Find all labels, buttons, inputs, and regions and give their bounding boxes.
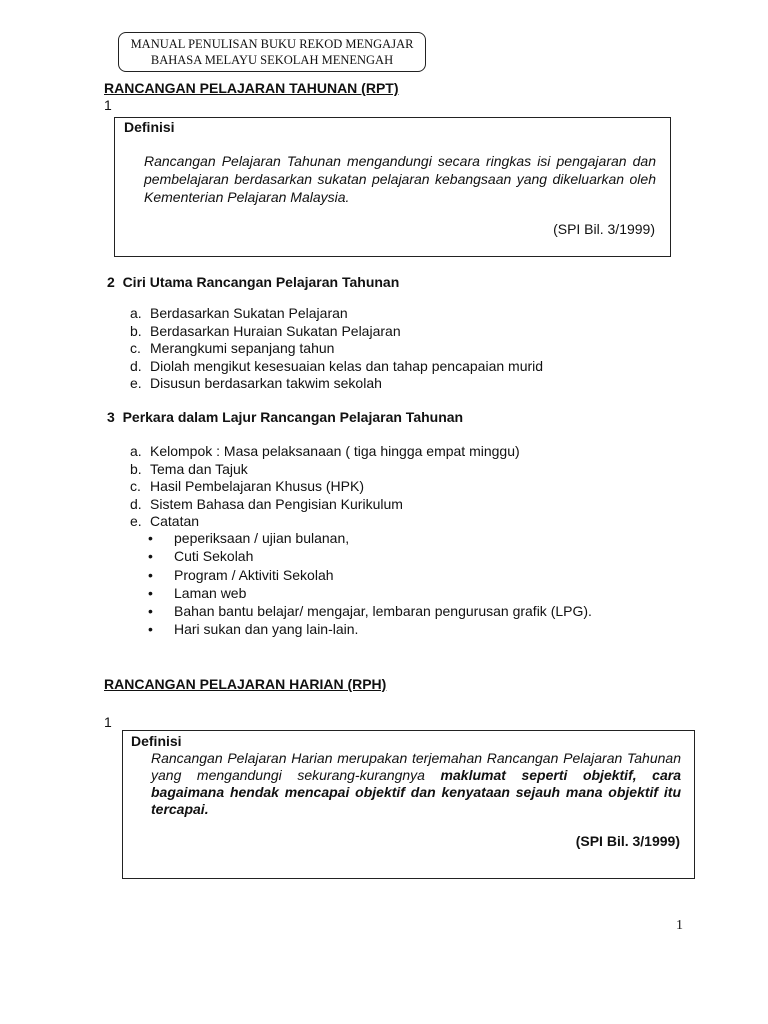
bullet-icon: •	[148, 530, 153, 546]
rph-definition-text	[151, 750, 681, 818]
bullet-text: Cuti Sekolah	[174, 548, 254, 565]
bullet-text: Bahan bantu belajar/ mengajar, lembaran pengurusan grafik (LPG).	[174, 603, 592, 620]
rpt-heading: RANCANGAN PELAJARAN TAHUNAN (RPT)	[104, 80, 399, 96]
list-text: Diolah mengikut kesesuaian kelas dan tahap pencapaian murid	[150, 357, 544, 374]
list-item	[130, 513, 650, 531]
rph-definition-title: Definisi	[131, 733, 182, 749]
list-text: Merangkumi sepanjang tahun	[150, 340, 335, 356]
header-line-1: MANUAL PENULISAN BUKU REKOD MENGAJAR	[130, 37, 414, 51]
list-marker: d.	[130, 357, 142, 374]
rpt-definition-title: Definisi	[124, 119, 175, 135]
list-marker: b.	[130, 460, 142, 477]
rph-definition-box	[122, 730, 695, 879]
rph-number: 1	[104, 714, 112, 730]
list-item	[130, 340, 650, 358]
list-item	[130, 305, 650, 323]
header-line-2: BAHASA MELAYU SEKOLAH MENENGAH	[150, 53, 394, 67]
rpt-number: 1	[104, 97, 112, 113]
list-text: Disusun berdasarkan takwim sekolah	[150, 375, 382, 391]
list-item	[130, 461, 650, 479]
bullet-icon: •	[148, 566, 153, 583]
section-3-title: 3 Perkara dalam Lajur Rancangan Pelajaran Tahunan	[107, 409, 464, 425]
bullet-item	[146, 529, 686, 547]
list-item	[130, 478, 650, 496]
bullet-item	[146, 584, 686, 602]
bullet-icon: •	[148, 584, 153, 601]
rpt-definition-text: Rancangan Pelajaran Tahunan mengandungi secara ringkas isi pengajaran dan pembelajaran berdasarkan sukatan pelajaran kebangsaan yang dikeluarkan oleh Kementerian Pelajaran Malaysia.	[144, 153, 656, 205]
list-text: Catatan	[150, 513, 200, 529]
section-2-title: 2 Ciri Utama Rancangan Pelajaran Tahunan	[107, 274, 400, 290]
bullet-item	[146, 547, 686, 565]
bullet-icon: •	[148, 548, 153, 565]
rph-heading: RANCANGAN PELAJARAN HARIAN (RPH)	[104, 676, 387, 692]
rph-definition-source: (SPI Bil. 3/1999)	[575, 833, 680, 849]
rpt-definition-box	[114, 117, 671, 257]
list-item	[130, 323, 650, 341]
rpt-definition-source: (SPI Bil. 3/1999)	[553, 221, 655, 237]
list-text: Kelompok : Masa pelaksanaan ( tiga hingga empat minggu)	[150, 443, 520, 459]
list-item	[130, 443, 650, 461]
list-marker: a.	[130, 305, 142, 321]
list-item	[130, 375, 650, 393]
page-number: 1	[676, 918, 683, 933]
list-text: Berdasarkan Sukatan Pelajaran	[150, 305, 348, 321]
bullet-text: Hari sukan dan yang lain-lain.	[174, 621, 359, 638]
list-marker: e.	[130, 375, 142, 391]
list-text: Tema dan Tajuk	[150, 460, 248, 477]
bullet-item	[146, 602, 686, 620]
list-text: Berdasarkan Huraian Sukatan Pelajaran	[150, 322, 401, 339]
bullet-item	[146, 620, 686, 638]
section-2-list	[130, 305, 650, 393]
list-text: Sistem Bahasa dan Pengisian Kurikulum	[150, 495, 403, 512]
document-header	[118, 32, 426, 72]
rph-definition-text-bold: maklumat seperti objektif, cara bagaimana hendak mencapai objektif dan kenyataan sejauh mana objektif itu tercapai.	[151, 767, 681, 817]
bullet-icon: •	[148, 621, 153, 638]
list-marker: a.	[130, 443, 142, 459]
list-marker: e.	[130, 513, 142, 529]
bullet-text: Laman web	[174, 584, 247, 601]
list-marker: b.	[130, 322, 142, 339]
list-marker: c.	[130, 478, 141, 494]
rph-definition-text-plain: Rancangan Pelajaran Harian merupakan terjemahan Rancangan Pelajaran Tahunan yang mengandungi sekurang-kurangnya	[151, 750, 681, 783]
bullet-icon: •	[148, 603, 153, 620]
list-marker: c.	[130, 340, 141, 356]
list-item	[130, 496, 650, 514]
catatan-bullet-list	[146, 529, 686, 639]
bullet-text: peperiksaan / ujian bulanan,	[174, 530, 350, 546]
list-item	[130, 358, 650, 376]
list-marker: d.	[130, 495, 142, 512]
bullet-item	[146, 566, 686, 584]
list-text: Hasil Pembelajaran Khusus (HPK)	[150, 478, 364, 494]
bullet-text: Program / Aktiviti Sekolah	[174, 566, 334, 583]
section-3-list	[130, 443, 650, 531]
